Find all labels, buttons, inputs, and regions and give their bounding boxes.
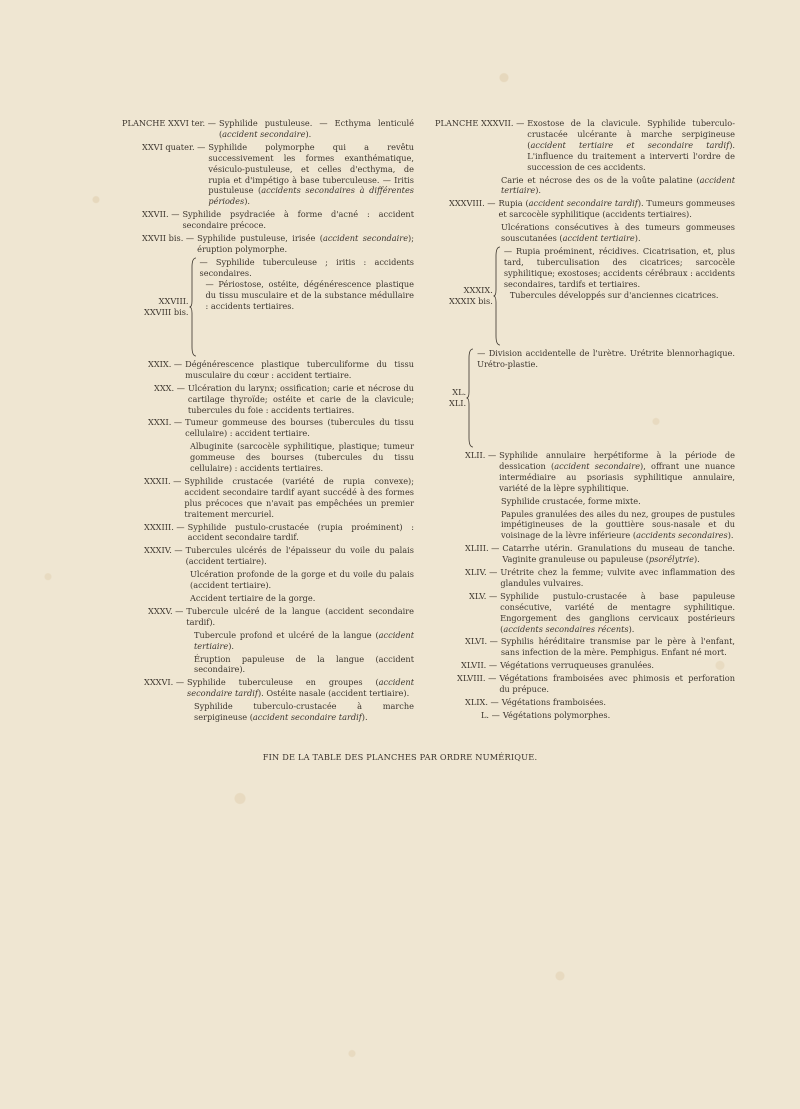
plate-number: XXXII. — bbox=[144, 475, 182, 486]
plate-description bbox=[524, 118, 735, 173]
plate-number: XXVI quater. — bbox=[142, 141, 206, 152]
plate-continuation bbox=[435, 175, 735, 197]
plate-entry bbox=[122, 606, 414, 628]
plate-description bbox=[497, 567, 735, 589]
plate-entry bbox=[435, 697, 735, 708]
plate-continuation bbox=[435, 509, 735, 542]
plate-entry bbox=[435, 450, 735, 494]
plate-entry bbox=[435, 198, 735, 220]
plate-continuation bbox=[122, 654, 414, 676]
plate-group-description bbox=[197, 257, 414, 357]
plate-entry bbox=[435, 660, 735, 671]
plate-number: XXVIII bis. bbox=[144, 306, 189, 317]
plate-number: XXXVI. — bbox=[144, 677, 185, 688]
entry-italic: accident secondaire bbox=[322, 233, 409, 244]
entry-text: Dégénérescence plastique tuberculiforme du tissu musculaire du cœur : accident tertiaire. bbox=[185, 358, 414, 380]
plate-number: PLANCHE XXVI ter. — bbox=[122, 118, 216, 128]
entry-text: Éruption papuleuse de la langue (accident secondaire). bbox=[194, 653, 414, 675]
plate-entry bbox=[122, 417, 414, 439]
plate-number: XXVII. — bbox=[142, 209, 180, 220]
plate-description bbox=[499, 543, 735, 565]
entry-tail: ). Ostéite nasale (accident tertiaire). bbox=[257, 688, 410, 699]
entry-text: Albuginite (sarcocèle syphilitique, plastique; tumeur gommeuse des bourses (tubercules du tissu cellulaire) : accidents tertiaires. bbox=[190, 441, 414, 474]
plate-group-description bbox=[474, 348, 735, 448]
entry-text: Catarrhe utérin. Granulations du museau de tanche. Vaginite granuleuse ou papuleuse ( bbox=[502, 543, 735, 565]
plate-continuation bbox=[435, 496, 735, 507]
entry-italic: accident secondaire tardif bbox=[187, 677, 414, 699]
entry-italic: accident secondaire bbox=[554, 460, 641, 471]
plate-number: XXXV. — bbox=[148, 605, 184, 616]
plate-continuation bbox=[122, 630, 414, 652]
entry-text: Ulcération profonde de la gorge et du voile du palais (accident tertiaire). bbox=[190, 569, 414, 591]
entry-text: Tumeur gommeuse des bourses (tubercules du tissu cellulaire) : accident tertiaire. bbox=[185, 417, 414, 439]
plate-continuation bbox=[435, 222, 735, 244]
plate-number: XXIX. — bbox=[148, 358, 183, 369]
entry-text: Syphilide crustacée, forme mixte. bbox=[501, 495, 641, 506]
entry-italic: accident secondaire tardif bbox=[252, 712, 362, 723]
entry-italic: psorélytrie bbox=[648, 554, 694, 565]
plate-group-numbers bbox=[435, 246, 493, 346]
entry-text: Syphilide tuberculeuse en groupes ( bbox=[187, 677, 379, 688]
entry-text: Syphilide pustulo-crustacée (rupia proéminent) : accident secondaire tardif. bbox=[187, 521, 414, 543]
entry-italic: accident secondaire tardif bbox=[528, 198, 638, 209]
plate-number: L. — bbox=[481, 709, 500, 720]
entry-tail: ). bbox=[727, 530, 734, 541]
entry-text: Syphilide pustuleuse, irisée ( bbox=[197, 233, 323, 244]
plate-group-numbers bbox=[435, 348, 466, 448]
entry-text: Rupia ( bbox=[498, 198, 529, 209]
end-of-table-note: FIN DE LA TABLE DES PLANCHES PAR ORDRE NUMÉRIQUE. bbox=[262, 752, 538, 762]
plate-description bbox=[216, 118, 414, 140]
entry-text: Végétations polymorphes. bbox=[502, 709, 611, 720]
entry-text: Ulcération du larynx; ossification; carie et nécrose du cartilage thyroïde; ostéite et carie de la clavicule; tubercules du foie : accidents tertiaires. bbox=[187, 382, 414, 415]
plate-group-line: — Périostose, ostéite, dégénérescence plastique du tissu musculaire et de la substance médullaire : accidents tertiaires. bbox=[205, 278, 414, 311]
entry-tail: ). bbox=[244, 196, 250, 207]
plate-entry bbox=[435, 567, 735, 589]
plate-number: XXXI. — bbox=[148, 417, 183, 428]
plate-description bbox=[498, 636, 735, 658]
entry-text: Urétrite chez la femme; vulvite avec inflammation des glandules vulvaires. bbox=[500, 567, 735, 588]
entry-italic: accident tertiaire bbox=[562, 233, 635, 244]
plate-entry bbox=[122, 522, 414, 544]
plate-number: XLVI. — bbox=[465, 636, 498, 647]
entry-text: Syphilide annulaire herpétiforme à la période de dessication ( bbox=[499, 449, 735, 471]
plate-entry bbox=[122, 209, 414, 231]
plate-number: XXXIX. bbox=[463, 285, 493, 296]
plate-number: XLVII. — bbox=[461, 660, 498, 671]
plate-group bbox=[435, 348, 735, 448]
entry-text: Exostose de la clavicule. Syphilide tuberculo-crustacée ulcérante à marche serpigineuse ( bbox=[527, 118, 735, 150]
plate-number: XL. bbox=[452, 387, 467, 398]
entry-text: Végétations framboisées. bbox=[501, 697, 606, 707]
entry-tail: ); éruption polymorphe. bbox=[197, 233, 414, 254]
plate-entry bbox=[122, 545, 414, 567]
entry-text: Végétations framboisées avec phimosis et perforation du prépuce. bbox=[499, 673, 735, 695]
plate-description bbox=[185, 383, 414, 416]
entry-text: Tubercule ulcéré de la langue (accident secondaire tardif). bbox=[186, 605, 414, 627]
plate-description bbox=[499, 697, 735, 708]
entry-tail: ). bbox=[228, 640, 235, 651]
plate-group-line: Tubercules développés sur d'anciennes cicatrices. bbox=[509, 289, 719, 300]
plate-description bbox=[496, 198, 736, 220]
plate-description bbox=[183, 606, 414, 628]
entry-italic: accident tertiaire et secondaire tardif bbox=[530, 139, 730, 150]
plate-number: XXXIV. — bbox=[144, 545, 183, 556]
plate-entry bbox=[435, 673, 735, 695]
plate-entry bbox=[122, 476, 414, 520]
entry-tail: ). bbox=[628, 623, 635, 634]
brace-icon bbox=[466, 348, 474, 448]
plate-group-line: — Division accidentelle de l'urètre. Urétrite blennorhagique. Urétro-plastie. bbox=[477, 347, 735, 369]
entry-text: Syphilide crustacée (variété de rupia convexe); accident secondaire tardif ayant succédé à des formes plus précoces que n'avait pas empêchées un premier traitement mercuriel. bbox=[184, 475, 414, 519]
plate-number: XXVII bis. — bbox=[142, 233, 195, 244]
plate-entry bbox=[435, 118, 735, 173]
entry-text: Syphilide polymorphe qui a revêtu successivement les formes exanthématique, vésiculo-pustuleuse, et celles d'ecthyma, de rupia et d'impétigo à base tuberculeuse. — Iritis pustuleuse ( bbox=[208, 141, 414, 196]
plate-continuation bbox=[122, 701, 414, 723]
plate-entry bbox=[122, 383, 414, 416]
plate-description bbox=[497, 660, 735, 671]
plate-number: XLV. — bbox=[469, 590, 498, 601]
entry-tail: ). L'influence du traitement a interverti l'ordre de succession de ces accidents. bbox=[527, 139, 735, 172]
plate-group-numbers bbox=[122, 257, 189, 357]
entry-text: Syphilide tuberculo-crustacée à marche serpigineuse ( bbox=[194, 701, 414, 723]
entry-text: Syphilis héréditaire transmise par le père à l'enfant, sans infection de la mère. Pemphigus. Enfant né mort. bbox=[500, 636, 735, 658]
plate-entry bbox=[122, 677, 414, 699]
plate-entry bbox=[435, 543, 735, 565]
plate-number: XXVIII. bbox=[158, 295, 189, 306]
plate-number: XLIX. — bbox=[465, 697, 499, 707]
plate-description bbox=[500, 710, 735, 721]
entry-tail: ), offrant une nuance intermédiaire au psoriasis syphilitique annulaire, variété de la lèpre syphilitique. bbox=[499, 460, 736, 493]
entry-text: Carie et nécrose des os de la voûte palatine ( bbox=[501, 174, 700, 185]
brace-icon bbox=[189, 257, 197, 357]
plate-description bbox=[181, 476, 414, 520]
entry-text: Accident tertiaire de la gorge. bbox=[190, 593, 316, 603]
entry-tail: ). bbox=[693, 554, 700, 565]
entry-text: Syphilide pustulo-crustacée à base papuleuse consécutive, variété de mentagre syphilitique. Engorgement des ganglions cervicaux postérieurs ( bbox=[500, 590, 735, 634]
plate-entry bbox=[122, 142, 414, 207]
entry-tail: ). Tumeurs gommeuses et sarcocèle syphilitique (accidents tertiaires). bbox=[498, 198, 735, 220]
entry-text: Papules granulées des ailes du nez, groupes de pustules impétigineuses de la gouttière sous-nasale et du voisinage de la lèvre inférieure ( bbox=[501, 508, 735, 541]
plate-entry bbox=[435, 710, 735, 721]
plate-entry bbox=[122, 359, 414, 381]
plate-group-line: — Syphilide tuberculeuse ; iritis : accidents secondaires. bbox=[199, 256, 414, 278]
plate-number: XXX. — bbox=[154, 382, 185, 393]
plate-description bbox=[184, 677, 414, 699]
plate-number: XLII. — bbox=[465, 449, 497, 460]
plate-continuation bbox=[122, 441, 414, 474]
plate-number: XLIII. — bbox=[465, 543, 500, 554]
plate-number: XLI. bbox=[449, 397, 467, 408]
plate-description bbox=[497, 591, 735, 635]
brace-icon bbox=[493, 246, 501, 346]
plate-group bbox=[435, 246, 735, 346]
entry-text: Ulcérations consécutives à des tumeurs gommeuses souscutanées ( bbox=[501, 222, 735, 244]
plate-entry bbox=[435, 636, 735, 658]
entry-italic: accident tertiaire bbox=[501, 174, 735, 196]
entry-italic: accident secondaire bbox=[222, 128, 306, 139]
plate-number: XXXVIII. — bbox=[449, 198, 496, 209]
entry-text: Syphilide psydraciée à forme d'acné : accident secondaire précoce. bbox=[182, 209, 414, 231]
left-column bbox=[122, 118, 414, 725]
entry-text: Tubercule profond et ulcéré de la langue ( bbox=[194, 629, 379, 640]
entry-tail: ). bbox=[305, 128, 312, 139]
entry-italic: accident tertiaire bbox=[194, 629, 414, 651]
plate-description bbox=[205, 142, 414, 207]
plate-number: XLIV. — bbox=[465, 567, 498, 578]
plate-number: XXXIII. — bbox=[144, 521, 185, 532]
plate-entry bbox=[122, 118, 414, 140]
plate-number: XXXIX bis. bbox=[449, 295, 493, 306]
entry-tail: ). bbox=[634, 233, 641, 244]
plate-description bbox=[496, 450, 735, 494]
plate-description bbox=[179, 209, 414, 231]
entry-text: Syphilide pustuleuse. — Ecthyma lenticulé ( bbox=[218, 118, 414, 139]
plate-continuation bbox=[122, 569, 414, 591]
entry-text: Végétations verruqueuses granulées. bbox=[500, 660, 655, 671]
entry-italic: accidents secondaires à différentes périodes bbox=[208, 185, 414, 207]
plate-description bbox=[182, 359, 414, 381]
entry-tail: ). bbox=[361, 712, 368, 723]
plate-description bbox=[194, 233, 414, 255]
plate-continuation bbox=[122, 593, 414, 604]
plate-group-description bbox=[501, 246, 735, 346]
entry-text: Tubercules ulcérés de l'épaisseur du voile du palais (accident tertiaire). bbox=[185, 545, 414, 567]
plate-description bbox=[182, 417, 414, 439]
plate-description bbox=[496, 673, 735, 695]
entry-italic: accidents secondaires bbox=[636, 530, 728, 541]
entry-tail: ). bbox=[535, 185, 542, 196]
plate-group bbox=[122, 257, 414, 357]
plate-group-line: — Rupia proéminent, récidives. Cicatrisation, et, plus tard, tuberculisation des cicatrices; sarcocèle syphilitique; exostoses; accidents cérébraux : accidents secondaires, tardifs et tertiaires. bbox=[503, 245, 735, 289]
plate-number: PLANCHE XXXVII. — bbox=[435, 118, 525, 128]
entry-italic: accidents secondaires récents bbox=[503, 623, 629, 634]
plate-description bbox=[183, 545, 414, 567]
plate-description bbox=[185, 522, 414, 544]
plate-entry bbox=[435, 591, 735, 635]
right-column bbox=[435, 118, 735, 723]
plate-number: XLVIII. — bbox=[457, 673, 497, 684]
plate-entry bbox=[122, 233, 414, 255]
